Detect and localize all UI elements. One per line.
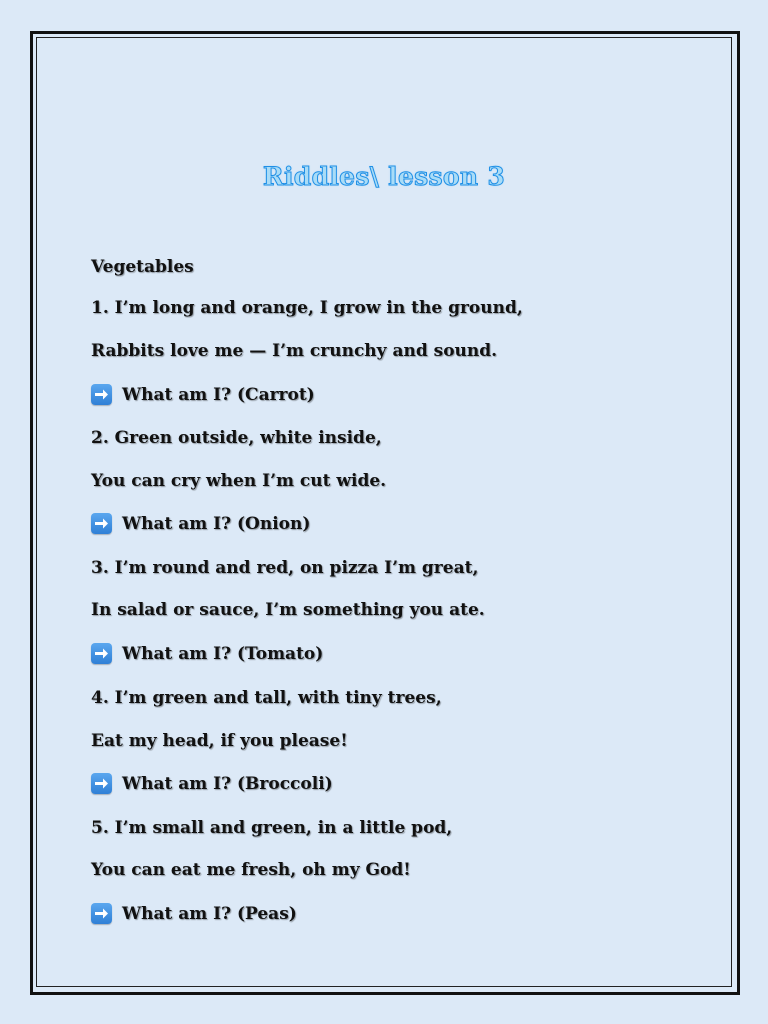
right-arrow-icon [91,773,112,794]
section-heading: Vegetables [91,257,194,277]
riddle-2-answer [91,513,310,534]
riddle-2-line-2: You can cry when I’m cut wide. [91,471,387,491]
riddle-3-answer-text: What am I? (Tomato) [122,643,324,664]
riddle-5-line-1: 5. I’m small and green, in a little pod, [91,818,453,838]
riddle-1-line-1: 1. I’m long and orange, I grow in the ground, [91,298,523,318]
riddle-5-line-2: You can eat me fresh, oh my God! [91,860,411,880]
riddle-4-line-2: Eat my head, if you please! [91,731,348,751]
riddle-3-line-1: 3. I’m round and red, on pizza I’m great, [91,558,479,578]
right-arrow-icon [91,643,112,664]
riddle-2-answer-text: What am I? (Onion) [122,513,311,534]
page-title: Riddles\ lesson 3 [262,162,506,191]
riddle-5-answer-text: What am I? (Peas) [122,903,297,924]
riddle-3-line-2: In salad or sauce, I’m something you ate. [91,600,485,620]
riddle-4-answer [91,773,333,794]
right-arrow-icon [91,513,112,534]
riddle-3-answer [91,643,323,664]
riddle-4-line-1: 4. I’m green and tall, with tiny trees, [91,688,442,708]
riddle-4-answer-text: What am I? (Broccoli) [122,773,333,794]
riddle-1-answer [91,384,315,405]
right-arrow-icon [91,903,112,924]
right-arrow-icon [91,384,112,405]
riddle-1-answer-text: What am I? (Carrot) [122,384,315,405]
riddle-5-answer [91,903,297,924]
riddle-1-line-2: Rabbits love me — I’m crunchy and sound. [91,341,498,361]
riddle-2-line-1: 2. Green outside, white inside, [91,428,382,448]
